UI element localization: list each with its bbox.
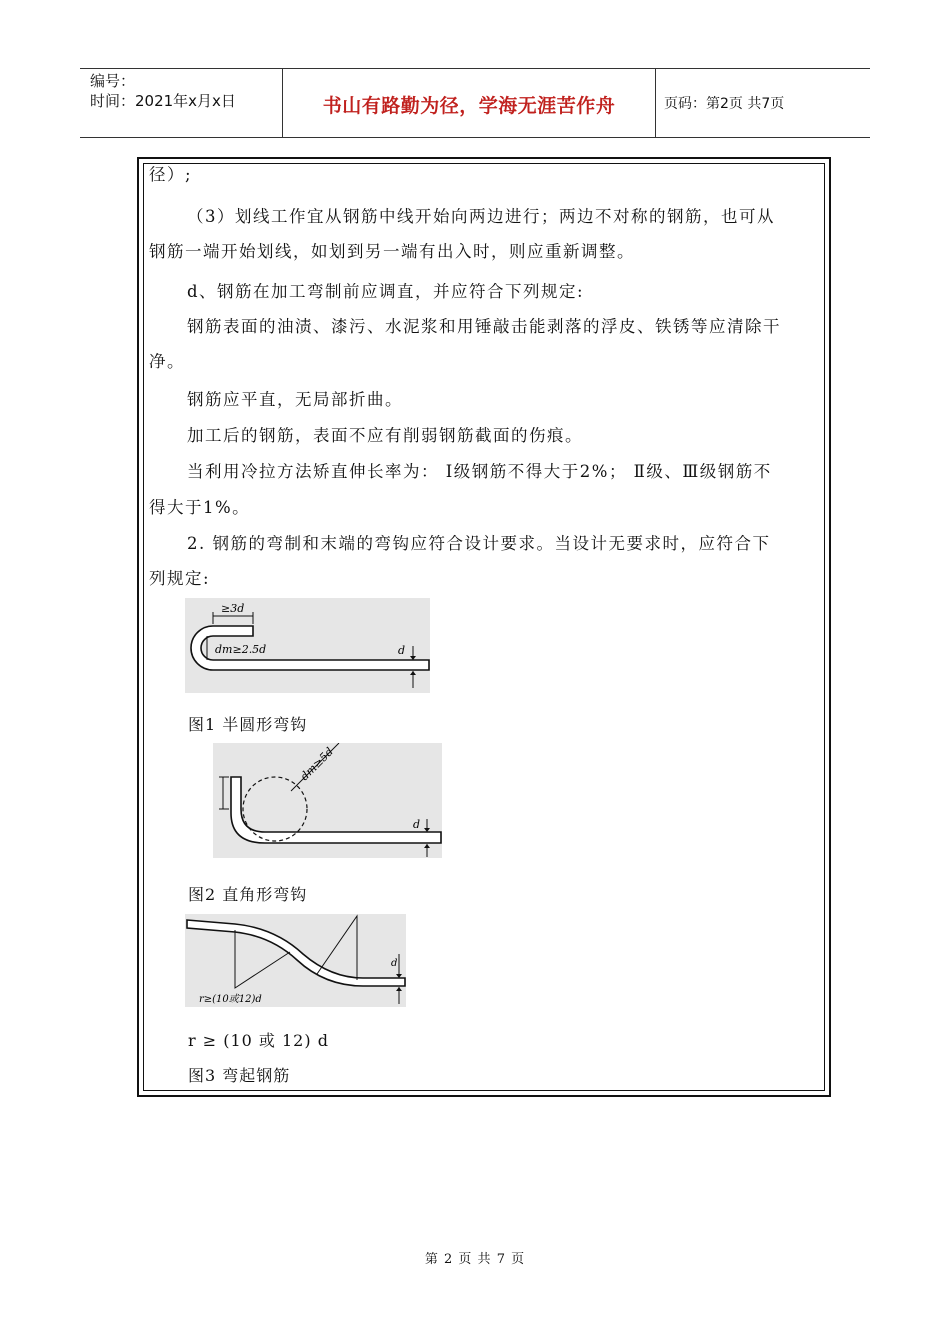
page-footer: 第 2 页 共 7 页 — [424, 1252, 526, 1267]
body-line: 2. 钢筋的弯制和末端的弯钩应符合设计要求。当设计无要求时，应符合下 — [187, 534, 771, 553]
body-line: 径）; — [149, 165, 193, 184]
body-line: 钢筋应平直，无局部折曲。 — [187, 390, 403, 409]
header-motto-cell — [282, 69, 656, 137]
body-line: 钢筋一端开始划线，如划到另一端有出入时，则应重新调整。 — [149, 242, 635, 261]
fig3-label-d: d — [391, 958, 398, 969]
body-line: （3）划线工作宜从钢筋中线开始向两边进行；两边不对称的钢筋，也可从 — [187, 207, 775, 226]
body-line: 得大于1%。 — [149, 498, 251, 517]
right-angle-hook-diagram — [213, 743, 442, 858]
fig1-label-d: d — [398, 644, 406, 657]
header-page-info: 页码：第2页 共7页 — [664, 96, 785, 112]
figure-right-angle-hook — [213, 743, 442, 858]
semicircular-hook-diagram — [185, 598, 430, 693]
fig2-label-diameter: dm≥5d — [297, 745, 336, 784]
figure1-caption: 图1 半圆形弯钩 — [188, 715, 308, 734]
body-line: 列规定: — [149, 569, 211, 588]
body-line: 加工后的钢筋，表面不应有削弱钢筋截面的伤痕。 — [187, 426, 583, 445]
fig1-label-length: ≥3d — [221, 602, 245, 615]
figure-semicircular-hook — [185, 598, 430, 693]
body-line: 净。 — [149, 352, 185, 371]
figure3-formula: r ≥ (10 或 12) d — [188, 1031, 329, 1050]
header-meta — [90, 71, 280, 111]
body-line: d、钢筋在加工弯制前应调直，并应符合下列规定: — [187, 282, 585, 301]
body-line: 当利用冷拉方法矫直伸长率为： Ⅰ级钢筋不得大于2%； Ⅱ级、Ⅲ级钢筋不 — [187, 462, 772, 481]
fig3-label-radius: r≥(10或12)d — [199, 994, 262, 1005]
page-header — [80, 68, 870, 138]
header-motto: 书山有路勤为径，学海无涯苦作舟 — [322, 95, 616, 117]
bent-up-bar-diagram — [185, 914, 406, 1007]
body-line: 钢筋表面的油渍、漆污、水泥浆和用锤敲击能剥落的浮皮、铁锈等应清除干 — [187, 317, 781, 336]
time-label: 时间：2021年x月x日 — [90, 92, 236, 110]
fig2-label-d: d — [413, 818, 421, 831]
figure-bent-up-bar — [185, 914, 406, 1007]
fig1-label-diameter: dm≥2.5d — [215, 643, 267, 656]
figure2-caption: 图2 直角形弯钩 — [188, 885, 308, 904]
number-label: 编号： — [90, 72, 136, 90]
figure3-caption: 图3 弯起钢筋 — [188, 1066, 291, 1085]
